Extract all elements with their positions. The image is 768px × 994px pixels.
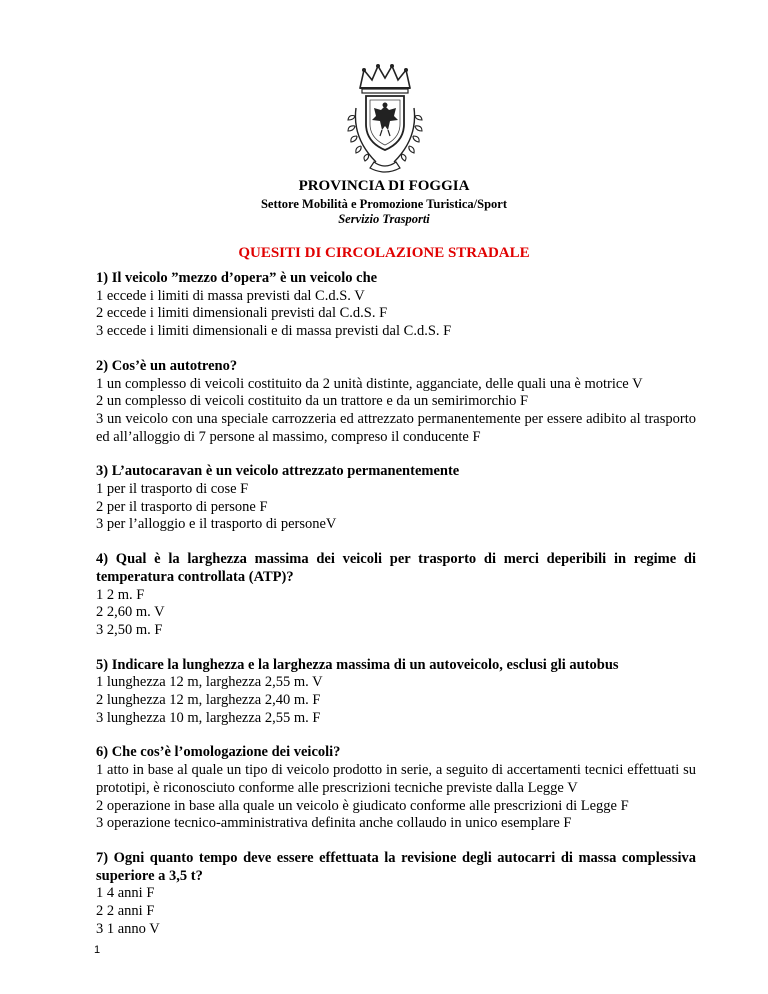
answer-option: 2 2 anni F — [96, 903, 155, 920]
answer-option: 2 un complesso di veicoli costituito da un trattore e da un semirimorchio F — [96, 393, 529, 410]
answer-option: 3 eccede i limiti dimensionali e di massa previsti dal C.d.S. F — [96, 323, 452, 340]
question-item — [96, 463, 696, 534]
answer-option: 3 lunghezza 10 m, larghezza 2,55 m. F — [96, 709, 321, 726]
page-number: 1 — [94, 944, 101, 956]
answer-option: 3 un veicolo con una speciale carrozzeria ed attrezzato permanentemente per essere adibito al trasporto ed all’alloggio di 7 persone al massimo, compreso il conducente F — [96, 410, 696, 445]
answer-option: 3 per l’alloggio e il trasporto di personeV — [96, 516, 337, 533]
question-title: 2) Cos’è un autotreno? — [96, 357, 238, 374]
answer-option: 3 1 anno V — [96, 920, 160, 937]
question-title: 5) Indicare la lunghezza e la larghezza massima di un autoveicolo, esclusi gli autobus — [96, 656, 619, 673]
question-title: 3) L’autocaravan è un veicolo attrezzato permanentemente — [96, 463, 460, 480]
question-item — [96, 657, 696, 728]
document-title: QUESITI DI CIRCOLAZIONE STRADALE — [238, 245, 530, 261]
question-title: 6) Che cos’è l’omologazione dei veicoli? — [96, 744, 341, 761]
answer-option: 1 2 m. F — [96, 586, 145, 603]
question-title: 1) Il veicolo ”mezzo d’opera” è un veicolo che — [96, 270, 378, 286]
question-title: 7) Ogni quanto tempo deve essere effettuata la revisione degli autocarri di massa complessiva superiore a 3,5 t? — [96, 849, 696, 884]
sector-name: Settore Mobilità e Promozione Turistica/Sport — [260, 197, 508, 211]
answer-option: 3 operazione tecnico-amministrativa definita anche collaudo in unico esemplare F — [96, 815, 572, 832]
answer-option: 2 lunghezza 12 m, larghezza 2,40 m. F — [96, 692, 321, 709]
province-emblem-icon — [326, 58, 444, 176]
question-title: 4) Qual è la larghezza massima dei veicoli per trasporto di merci deperibili in regime di temperatura controllata (ATP)? — [96, 551, 696, 585]
answer-option: 1 atto in base al quale un tipo di veicolo prodotto in serie, a seguito di accertamenti tecnici effettuati su prototipi, è riconosciuto conforme alle prescrizioni tecniche previste dalla Legge V — [96, 762, 696, 796]
question-item — [96, 551, 696, 640]
answer-option: 1 eccede i limiti di massa previsti dal C.d.S. V — [96, 287, 365, 304]
answer-option: 1 un complesso di veicoli costituito da 2 unità distinte, agganciate, delle quali una è motrice V — [96, 375, 643, 392]
answer-option: 2 operazione in base alla quale un veicolo è giudicato conforme alle prescrizioni di Legge F — [96, 797, 629, 814]
answer-option: 2 eccede i limiti dimensionali previsti dal C.d.S. F — [96, 305, 388, 322]
organization-name: PROVINCIA DI FOGGIA — [298, 178, 470, 194]
answer-option: 2 per il trasporto di persone F — [96, 498, 268, 515]
question-item — [96, 850, 696, 939]
question-item — [96, 358, 696, 447]
question-list — [96, 270, 696, 956]
document-header — [0, 177, 768, 227]
answer-option: 3 2,50 m. F — [96, 621, 163, 638]
question-item — [96, 270, 696, 341]
question-item — [96, 744, 696, 833]
service-name: Servizio Trasporti — [338, 212, 430, 226]
answer-option: 1 lunghezza 12 m, larghezza 2,55 m. V — [96, 674, 323, 691]
answer-option: 1 4 anni F — [96, 885, 155, 902]
answer-option: 2 2,60 m. V — [96, 604, 165, 621]
answer-option: 1 per il trasporto di cose F — [96, 481, 249, 498]
